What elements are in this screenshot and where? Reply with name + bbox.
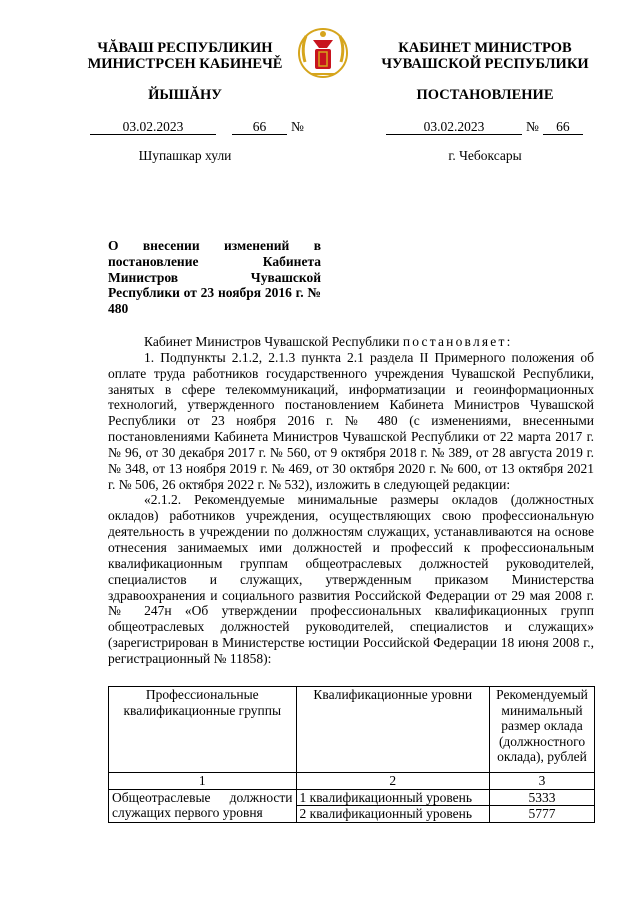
right-date: 03.02.2023 xyxy=(386,119,522,135)
document-body xyxy=(108,334,594,667)
left-number: 66 xyxy=(232,119,287,135)
table-level-cell: 2 квалификационный уровень xyxy=(296,806,490,823)
table-level-cell: 1 квалификационный уровень xyxy=(296,789,490,806)
paragraph-2: «2.1.2. Рекомендуемые минимальные размеры окладов (должностных окладов) работников учреждения, осуществляющих свою профессиональную деятельность в учреждении по должностям служащих, устанавливаются на основе отнесения занимаемых ими должностей и профессий к профессиональным квалификационным группам общеотраслевых должностей руководителей, специалистов и служащих, утвержденным приказом Министерства здравоохранения и социального развития Российской Федерации от 29 мая 2008 г. № 247н «Об утверждении профессиональных квалификационных групп общеотраслевых должностей руководителей, специалистов и служащих» (зарегистрирован в Министерстве юстиции Российской Федерации 18 июня 2008 г., регистрационный № 11858): xyxy=(108,492,594,666)
left-place: Шупашкар хули xyxy=(138,148,232,163)
document-subject: О внесении изменений в постановление Кабинета Министров Чувашской Республики от 23 ноября 2016 г. № 480 xyxy=(108,238,321,317)
header-left xyxy=(62,40,308,72)
right-number: 66 xyxy=(543,119,583,135)
table-header-cell: Рекомендуемый минимальный размер оклада (должностного оклада), рублей xyxy=(490,687,595,773)
right-date-line xyxy=(386,118,583,136)
right-place: г. Чебоксары xyxy=(448,148,522,163)
table-number-cell: 3 xyxy=(490,773,595,790)
table-group-cell: Общеотраслевые должности служащих первого уровня xyxy=(109,789,297,822)
salary-table xyxy=(108,686,595,823)
table-amount-cell: 5777 xyxy=(490,806,595,823)
paragraph-1: 1. Подпункты 2.1.2, 2.1.3 пункта 2.1 раздела II Примерного положения об оплате труда работников государственного учреждения Чувашской Республики, занятых в сфере телекоммуникаций, информатизации и геоинформационных технологий, утвержденного постановлением Кабинета Министров Чувашской Республики от 23 ноября 2016 г. № 480 (с изменениями, внесенными постановлениями Кабинета Министров Чувашской Республики от 22 марта 2017 г. № 96, от 30 декабря 2017 г. № 560, от 9 октября 2018 г. № 389, от 28 августа 2019 г. № 348, от 13 ноября 2019 г. № 469, от 30 октября 2020 г. № 600, от 13 октября 2021 г. № 506, 26 октября 2022 г. № 532), изложить в следующей редакции: xyxy=(108,349,594,492)
right-number-sign: № xyxy=(526,119,539,134)
header-right-line1: КАБИНЕТ МИНИСТРОВ xyxy=(398,40,572,56)
header-right-title: ПОСТАНОВЛЕНИЕ xyxy=(416,87,554,103)
left-number-sign: № xyxy=(291,119,304,134)
table-header-cell: Квалификационные уровни xyxy=(296,687,490,773)
intro-spaced-text: постановляет: xyxy=(402,334,513,349)
table-header-cell: Профессиональные квалификационные группы xyxy=(109,687,297,773)
table-header-row xyxy=(109,687,595,773)
chuvash-emblem-icon xyxy=(297,22,349,84)
header-right xyxy=(370,40,600,72)
header-right-line2: ЧУВАШСКОЙ РЕСПУБЛИКИ xyxy=(381,56,589,72)
intro-text: Кабинет Министров Чувашской Республики xyxy=(144,334,400,349)
table-number-row xyxy=(109,773,595,790)
table-row xyxy=(109,789,595,806)
left-date-line xyxy=(90,118,304,136)
header-left-line2: МИНИСТРСЕН КАБИНЕЧĚ xyxy=(87,56,283,72)
intro-paragraph xyxy=(108,334,594,350)
left-date: 03.02.2023 xyxy=(90,119,216,135)
table-number-cell: 1 xyxy=(109,773,297,790)
header-left-title: ЙЫШĂНУ xyxy=(148,87,222,103)
header-left-line1: ЧĂВАШ РЕСПУБЛИКИН xyxy=(97,40,273,56)
table-amount-cell: 5333 xyxy=(490,789,595,806)
table-number-cell: 2 xyxy=(296,773,490,790)
